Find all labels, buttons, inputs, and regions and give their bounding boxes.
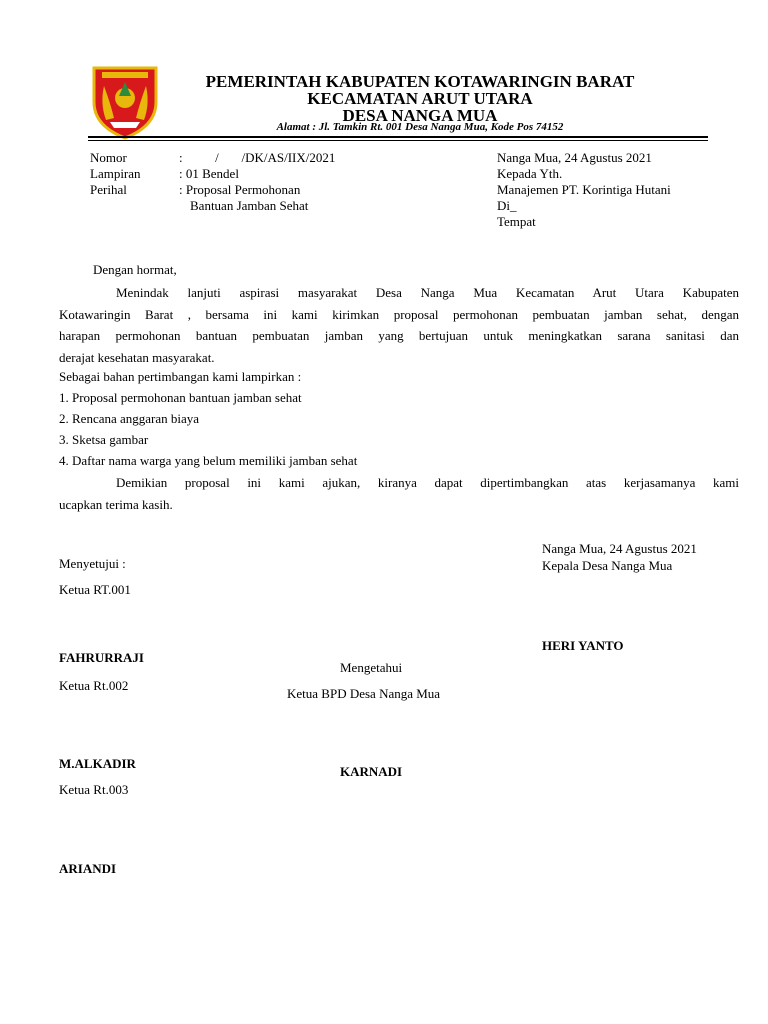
paragraph-1-line-1: Menindak lanjuti aspirasi masyarakat Desa Nanga Mua Kecamatan Arut Utara Kabupaten	[116, 285, 739, 300]
rt3-title: Ketua Rt.003	[59, 782, 129, 797]
letterhead-line-2: KECAMATAN ARUT UTARA	[307, 89, 533, 108]
paragraph-1-line-3: harapan permohonan bantuan pembuatan jamban yang bertujuan untuk meningkatkan sarana sanitasi dan	[59, 328, 739, 343]
nomor-label: Nomor	[90, 150, 127, 165]
menyetujui-label: Menyetujui :	[59, 556, 126, 571]
recipient-name: Manajemen PT. Korintiga Hutani	[497, 182, 671, 197]
paragraph-2	[59, 472, 739, 515]
letterhead-rule-thin	[88, 140, 708, 141]
paragraph-2-line-2: ucapkan terima kasih.	[59, 496, 173, 512]
paragraph-1-line-2: Kotawaringin Barat , bersama ini kami kirimkan proposal permohonan pembuatan jamban sehat, dengan	[59, 306, 739, 322]
bpd-title: Ketua BPD Desa Nanga Mua	[287, 686, 441, 701]
perihal-value-1: : Proposal Permohonan	[179, 182, 301, 197]
rt2-title: Ketua Rt.002	[59, 678, 129, 693]
paragraph-2-line-1: Demikian proposal ini kami ajukan, kiranya dapat dipertimbangkan atas kerjasamanya kami	[116, 475, 739, 490]
greeting: Dengan hormat,	[93, 262, 177, 277]
signature-place-date: Nanga Mua, 24 Agustus 2021	[542, 541, 697, 556]
recipient-di: Di_	[497, 198, 517, 213]
recipient-tempat: Tempat	[497, 214, 536, 229]
letterhead-address: Alamat : Jl. Tamkin Rt. 001 Desa Nanga Mua, Kode Pos 74152	[276, 121, 564, 133]
rt2-name: M.ALKADIR	[59, 756, 136, 771]
lampiran-value: : 01 Bendel	[179, 166, 239, 181]
paragraph-1-line-4: derajat kesehatan masyarakat.	[59, 349, 215, 365]
letterhead-line-3: DESA NANGA MUA	[342, 106, 498, 125]
list-item: 3. Sketsa gambar	[59, 432, 149, 447]
list-intro: Sebagai bahan pertimbangan kami lampirkan :	[59, 369, 302, 384]
rt1-title: Ketua RT.001	[59, 582, 131, 597]
perihal-label: Perihal	[90, 182, 127, 197]
rt1-name: FAHRURRAJI	[59, 650, 144, 665]
bpd-name: KARNADI	[340, 764, 403, 779]
list-item: 4. Daftar nama warga yang belum memiliki jamban sehat	[59, 453, 358, 468]
letterhead-rule-thick	[88, 136, 708, 138]
regency-logo	[90, 62, 160, 140]
paragraph-1	[59, 282, 739, 368]
recipient-kepada: Kepada Yth.	[497, 166, 563, 181]
list-item: 2. Rencana anggaran biaya	[59, 411, 200, 426]
mengetahui-label: Mengetahui	[340, 660, 403, 675]
kades-title: Kepala Desa Nanga Mua	[542, 558, 673, 573]
nomor-value: : / /DK/AS/IIX/2021	[179, 150, 336, 165]
list-item: 1. Proposal permohonan bantuan jamban sehat	[59, 390, 302, 405]
perihal-value-2: Bantuan Jamban Sehat	[190, 198, 309, 213]
letterhead-line-1: PEMERINTAH KABUPATEN KOTAWARINGIN BARAT	[205, 72, 635, 91]
recipient-date: Nanga Mua, 24 Agustus 2021	[497, 150, 652, 165]
lampiran-label: Lampiran	[90, 166, 141, 181]
rt3-name: ARIANDI	[59, 861, 117, 876]
kades-name: HERI YANTO	[542, 638, 624, 653]
